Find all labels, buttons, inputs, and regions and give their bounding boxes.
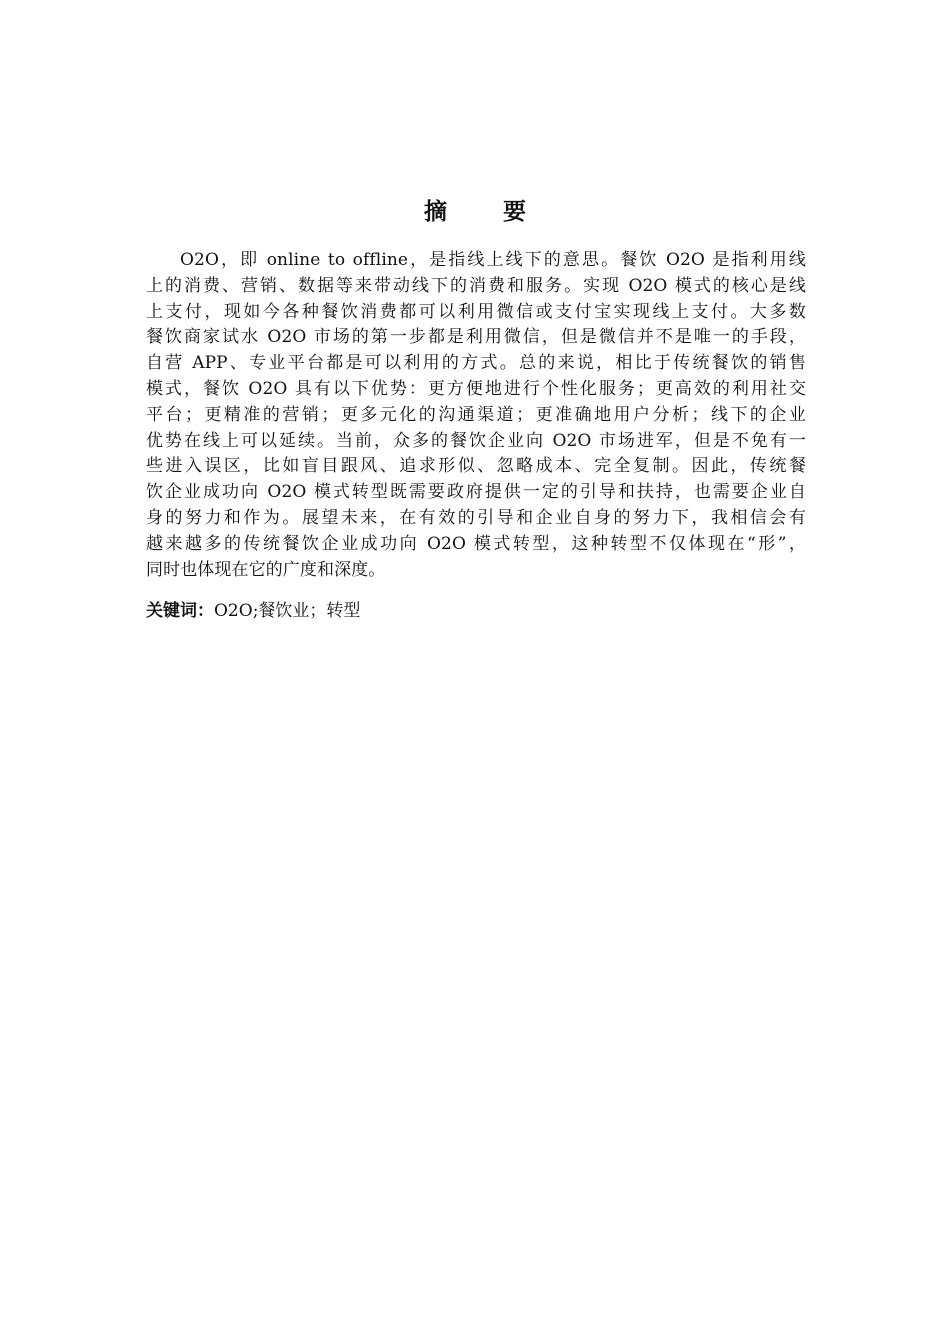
abstract-line: 优势在线上可以延续。当前，众多的餐饮企业向 O2O 市场进军，但是不免有一 (146, 430, 806, 451)
abstract-line: 越来越多的传统餐饮企业成功向 O2O 模式转型，这种转型不仅体现在“形”， (146, 533, 806, 554)
abstract-line: 模式，餐饮 O2O 具有以下优势：更方便地进行个性化服务；更高效的利用社交 (146, 378, 806, 399)
keywords-line (146, 598, 360, 624)
abstract-line: 餐饮商家试水 O2O 市场的第一步都是利用微信，但是微信并不是唯一的手段， (146, 327, 806, 348)
abstract-line: 平台；更精准的营销；更多元化的沟通渠道；更准确地用户分析；线下的企业 (146, 404, 806, 425)
abstract-title: 摘 要 (423, 199, 550, 225)
abstract-body (146, 248, 806, 583)
keywords-value: O2O;餐饮业；转型 (214, 601, 361, 621)
abstract-line: 些进入误区，比如盲目跟风、追求形似、忽略成本、完全复制。因此，传统餐 (146, 456, 806, 477)
abstract-line: 自营 APP、专业平台都是可以利用的方式。总的来说，相比于传统餐饮的销售 (146, 353, 806, 374)
abstract-line: 上支付，现如今各种餐饮消费都可以利用微信或支付宝实现线上支付。大多数 (146, 301, 806, 322)
abstract-line: 身的努力和作为。展望未来，在有效的引导和企业自身的努力下，我相信会有 (146, 507, 806, 528)
abstract-line: 同时也体现在它的广度和深度。 (146, 559, 386, 580)
abstract-line: 上的消费、营销、数据等来带动线下的消费和服务。实现 O2O 模式的核心是线 (146, 275, 806, 296)
abstract-line: O2O，即 online to offline，是指线上线下的意思。餐饮 O2O 是指利用线 (180, 250, 806, 270)
abstract-line: 饮企业成功向 O2O 模式转型既需要政府提供一定的引导和扶持，也需要企业自 (146, 482, 806, 503)
keywords-label: 关键词： (146, 601, 214, 621)
